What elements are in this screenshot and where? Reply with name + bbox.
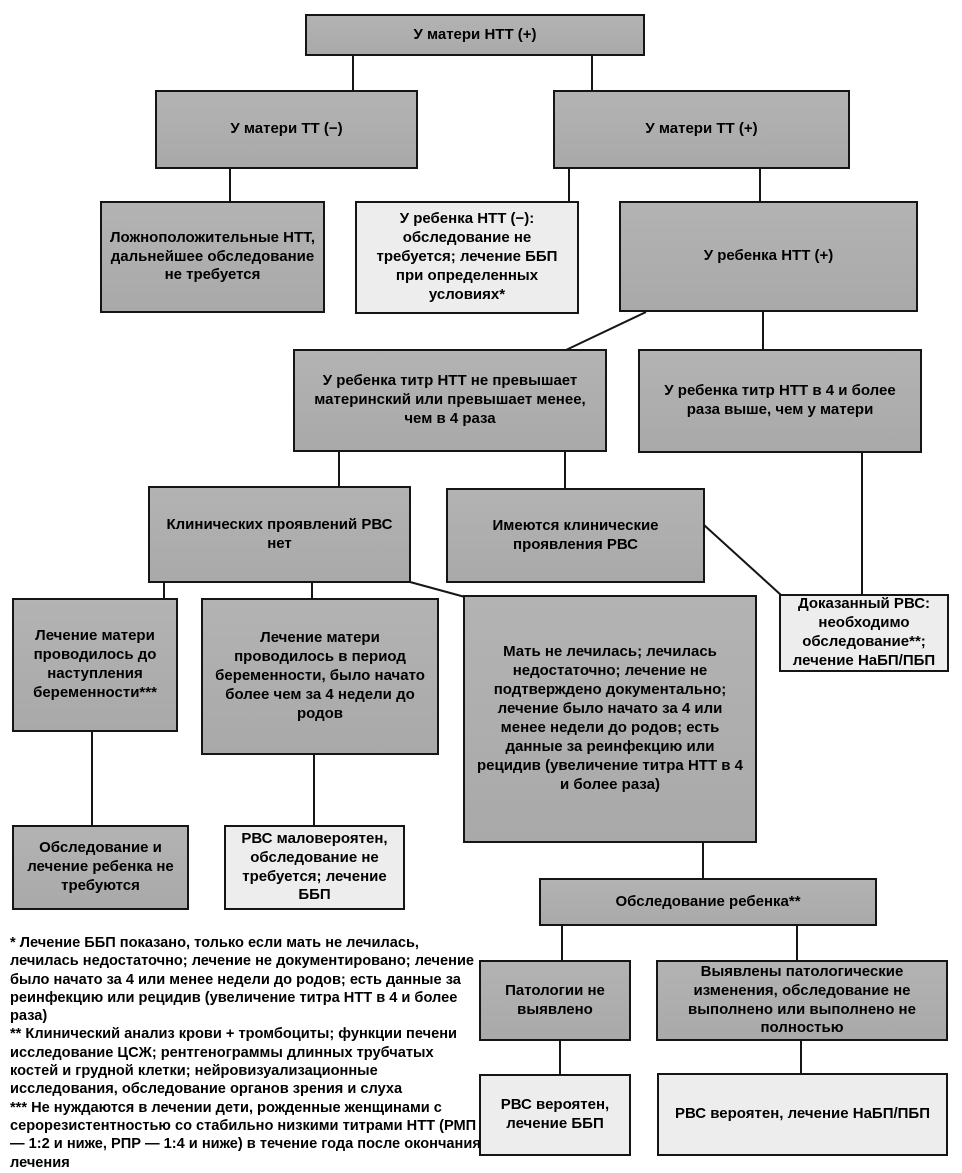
node-not-treated: Мать не лечилась; лечилась недостаточно; лечение не подтверждено документально; лечение было начато за 4 или менее недели до родов; есть данные за реинфекцию или рецидив (увеличение титра НТТ в 4 и более раза)	[463, 595, 757, 843]
node-false-positive: Ложноположительные НТТ, дальнейшее обследование не требуется	[100, 201, 325, 313]
node-child-ntt-pos: У ребенка НТТ (+)	[619, 201, 918, 312]
footnote-2: ** Клинический анализ крови + тромбоциты; функции печени исследование ЦСЖ; рентгенограммы длинных трубчатых костей и грудной клетки; нейровизуализационные исследования, обследование органов зрения и слуха	[10, 1026, 457, 1098]
node-mother-tt-neg: У матери ТТ (−)	[155, 90, 418, 169]
node-no-clinical: Клинических проявлений РВС нет	[148, 486, 411, 583]
node-proven-rvs: Доказанный РВС: необходимо обследование**; лечение НаБП/ПБП	[779, 594, 949, 672]
node-treated-during: Лечение матери проводилось в период беременности, было начато более чем за 4 недели до родов	[201, 598, 439, 755]
node-titer-low: У ребенка титр НТТ не превышает материнский или превышает менее, чем в 4 раза	[293, 349, 607, 452]
node-treated-before: Лечение матери проводилось до наступления беременности***	[12, 598, 178, 732]
node-no-exam-needed: Обследование и лечение ребенка не требуются	[12, 825, 189, 910]
node-no-pathology: Патологии не выявлено	[479, 960, 631, 1041]
node-mother-ntt-pos: У матери НТТ (+)	[305, 14, 645, 56]
footnote-1: * Лечение ББП показано, только если мать не лечилась, лечилась недостаточно; лечение не документировано; лечение было начато за 4 или менее недели до родов; есть данные за реинфекцию или рецидив (увеличение титра НТТ в 4 и более раза)	[10, 935, 475, 1025]
node-rvs-likely-nabp: РВС вероятен, лечение НаБП/ПБП	[657, 1073, 948, 1156]
node-rvs-likely-bbp: РВС вероятен, лечение ББП	[479, 1074, 631, 1156]
node-exam-child: Обследование ребенка**	[539, 878, 877, 926]
footnote-3: *** Не нуждаются в лечении дети, рожденные женщинами с серорезистентностью со стабильно низкими титрами НТТ (РМП — 1:2 и ниже, РПР — 1:4 и ниже) в течение года после окончания лечения	[10, 1099, 481, 1171]
node-mother-tt-pos: У матери ТТ (+)	[553, 90, 850, 169]
node-child-ntt-neg: У ребенка НТТ (−): обследование не требуется; лечение ББП при определенных условиях*	[355, 201, 579, 314]
node-rvs-unlikely: РВС маловероятен, обследование не требуется; лечение ББП	[224, 825, 405, 910]
node-titer-high: У ребенка титр НТТ в 4 и более раза выше, чем у матери	[638, 349, 922, 453]
node-pathology-found: Выявлены патологические изменения, обследование не выполнено или выполнено не полностью	[656, 960, 948, 1041]
footnotes	[10, 934, 484, 1172]
node-clinical: Имеются клинические проявления РВС	[446, 488, 705, 583]
